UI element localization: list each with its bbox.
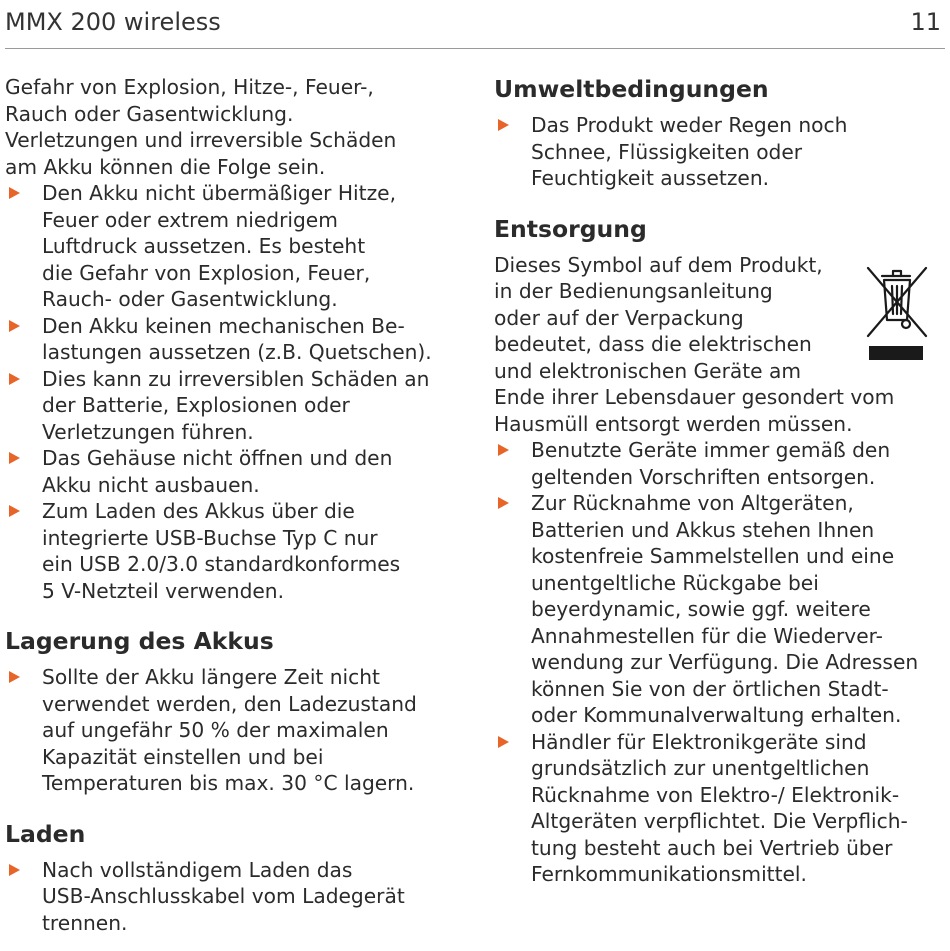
bullet-arrow-icon — [9, 452, 20, 464]
text-line: Rauch oder Gasentwicklung. — [5, 101, 294, 126]
bullet-arrow-icon — [498, 119, 509, 131]
list-item: Benutzte Geräte immer gemäß den geltenden Vorschriften entsorgen. — [494, 437, 946, 490]
bullet-arrow-icon — [9, 320, 20, 332]
bullet-arrow-icon — [9, 373, 20, 385]
charging-list — [5, 857, 460, 937]
text-line: Hausmüll entsorgt werden müssen. — [494, 411, 853, 436]
list-item: Zur Rücknahme von Altgeräten, Batterien und Akkus stehen Ihnen kostenfreie Sammelstellen und eine unentgeltliche Rückgabe bei beyerdynamic, sowie ggf. weitere Annahmestellen für die Wiederver- wendung zur Verfügung. Die Adressen können Sie von der örtlichen Stadt- oder Kommunalverwaltung erhalten. — [494, 490, 946, 729]
text-line: bedeutet, dass die elektrischen — [494, 332, 812, 356]
storage-list — [5, 664, 460, 797]
list-item: Das Gehäuse nicht öffnen und den Akku nicht ausbauen. — [5, 445, 460, 498]
list-item: Den Akku keinen mechanischen Be- lastungen aussetzen (z.B. Quetschen). — [5, 313, 460, 366]
right-column — [494, 74, 946, 888]
list-item: Dies kann zu irreversiblen Schäden an der Batterie, Explosionen oder Verletzungen führen. — [5, 366, 460, 446]
left-column — [5, 74, 460, 936]
list-item: Den Akku nicht übermäßiger Hitze, Feuer oder extrem niedrigem Luftdruck aussetzen. Es besteht die Gefahr von Explosion, Feuer, Rauch- oder Gasentwicklung. — [5, 180, 460, 313]
text-line: am Akku können die Folge sein. — [5, 154, 326, 179]
list-item: Nach vollständigem Laden das USB-Anschlusskabel vom Ladegerät trennen. — [5, 857, 460, 937]
text-line: und elektronischen Geräte am — [494, 358, 802, 383]
document-title: MMX 200 wireless — [5, 8, 221, 36]
text-line: Gefahr von Explosion, Hitze-, Feuer-, — [5, 75, 374, 99]
battery-safety-list — [5, 180, 460, 604]
list-item: Händler für Elektronikgeräte sind grundsätzlich zur unentgeltlichen Rücknahme von Elektro-/ Elektronik- Altgeräten verpflichtet. Die Verpflich- tung besteht auch bei Vertrieb über Fernkommunikationsmittel. — [494, 729, 946, 888]
bullet-arrow-icon — [9, 187, 20, 199]
section-heading-charging: Laden — [5, 819, 86, 848]
bullet-arrow-icon — [9, 505, 20, 517]
section-heading-disposal: Entsorgung — [494, 214, 647, 243]
bullet-arrow-icon — [498, 444, 509, 456]
bullet-arrow-icon — [498, 736, 509, 748]
text-line: Verletzungen und irreversible Schäden — [5, 128, 397, 152]
list-item: Das Produkt weder Regen noch Schnee, Flüssigkeiten oder Feuchtigkeit aussetzen. — [494, 112, 946, 192]
section-heading-storage: Lagerung des Akkus — [5, 627, 274, 655]
text-line: Dieses Symbol auf dem Produkt, — [494, 252, 823, 277]
environment-list — [494, 112, 946, 192]
black-bar-icon — [869, 346, 923, 360]
page-header — [5, 4, 945, 49]
bullet-arrow-icon — [498, 497, 509, 509]
text-line: Ende ihrer Lebensdauer gesondert vom — [494, 385, 895, 409]
page-number: 11 — [910, 8, 941, 36]
list-item: Sollte der Akku längere Zeit nicht verwendet werden, den Ladezustand auf ungefähr 50 % der maximalen Kapazität einstellen und bei Temperaturen bis max. 30 °C lagern. — [5, 664, 460, 797]
list-item: Zum Laden des Akkus über die integrierte USB-Buchse Typ C nur ein USB 2.0/3.0 standardkonformes 5 V-Netzteil verwenden. — [5, 498, 460, 604]
bullet-arrow-icon — [9, 671, 20, 683]
section-heading-environment: Umweltbedingungen — [494, 75, 769, 103]
text-line: in der Bedienungsanleitung — [494, 279, 773, 303]
disposal-list — [494, 437, 946, 888]
text-line: oder auf der Verpackung — [494, 305, 744, 330]
crossed-out-wheelie-bin-icon — [864, 262, 930, 360]
intro-paragraph — [5, 74, 460, 180]
bullet-arrow-icon — [9, 864, 20, 876]
